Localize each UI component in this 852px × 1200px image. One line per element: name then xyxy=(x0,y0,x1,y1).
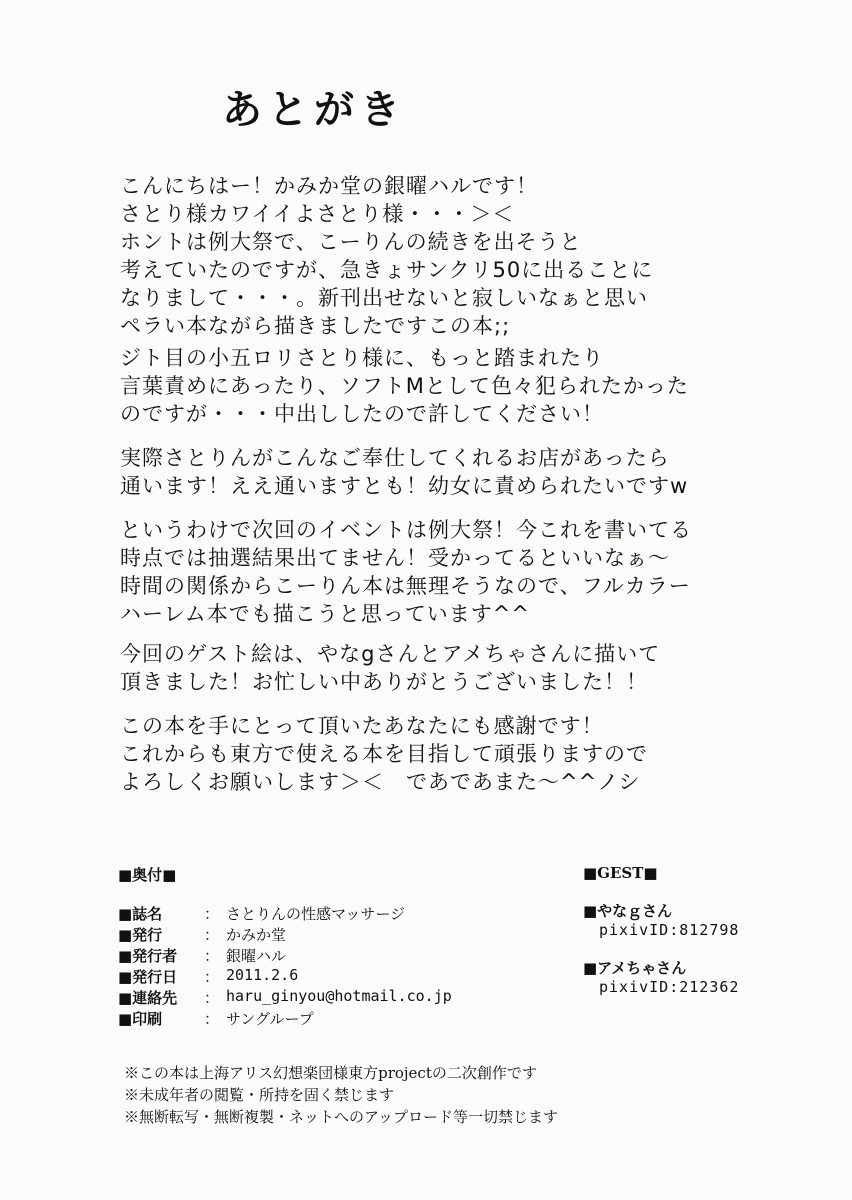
paragraph-satori xyxy=(120,344,689,428)
colophon-key: ■誌名 xyxy=(118,905,163,923)
text-line: 時間の関係からこーりん本は無理そうなので、フルカラー xyxy=(120,574,691,598)
colophon-separator: ： xyxy=(204,968,220,986)
legal-notes xyxy=(124,1062,558,1128)
colophon-separator: ： xyxy=(204,926,220,944)
text-line: これからも東方で使える本を目指して頑張りますので xyxy=(120,742,648,766)
paragraph-thanks xyxy=(120,712,648,796)
contact-email: haru_ginyou@hotmail.co.jp xyxy=(226,987,452,1005)
text-line: というわけで次回のイベントは例大祭！今これを書いてる xyxy=(120,518,692,542)
colophon-value: サングループ xyxy=(226,1010,314,1028)
text-line: なりまして・・・。新刊出せないと寂しいなぁと思い xyxy=(120,286,648,310)
colophon-separator: ： xyxy=(204,947,220,965)
text-line: 時点では抽選結果出てません！受かってるといいなぁ〜 xyxy=(120,546,670,570)
legal-note: ※無断転写・無断複製・ネットへのアップロード等一切禁じます xyxy=(124,1108,558,1126)
text-line: 考えていたのですが、急きょサンクリ50に出ることに xyxy=(120,258,654,282)
text-line: よろしくお願いします＞＜ であであまた〜^^ノシ xyxy=(120,770,641,794)
guest-name: ■やなｇさん xyxy=(583,902,673,920)
paragraph-shop xyxy=(120,444,688,500)
text-line: のですが・・・中出ししたので許してください！ xyxy=(120,402,604,426)
page-title: あとがき xyxy=(222,87,406,133)
colophon-row xyxy=(118,924,452,945)
paragraph-greeting xyxy=(120,172,653,340)
text-line: ジト目の小五ロリさとり様に、もっと踏まれたり xyxy=(120,346,604,370)
guest-name: ■アメちゃさん xyxy=(583,959,687,977)
text-line: ペラい本ながら描きましたですこの本;; xyxy=(120,314,511,338)
colophon-key: ■連絡先 xyxy=(118,989,178,1007)
text-line: こんにちはー！かみか堂の銀曜ハルです！ xyxy=(120,174,538,198)
text-line: 今回のゲスト絵は、やなgさんとアメちゃさんに描いて xyxy=(120,642,661,666)
colophon-value: 2011.2.6 xyxy=(226,966,299,984)
colophon-value: さとりんの性感マッサージ xyxy=(226,905,406,923)
guest-entry xyxy=(583,900,739,939)
text-line: この本を手にとって頂いたあなたにも感謝です！ xyxy=(120,714,604,738)
colophon-row xyxy=(118,903,452,924)
paragraph-next-event xyxy=(120,516,692,628)
text-line: 実際さとりんがこんなご奉仕してくれるお店があったら xyxy=(120,446,670,470)
text-line: 頂きました！お忙しい中ありがとうございました！！ xyxy=(120,670,648,694)
colophon-row xyxy=(118,987,452,1008)
colophon-key: ■発行 xyxy=(118,926,163,944)
colophon-separator: ： xyxy=(204,1010,220,1028)
guest-pixiv-id: pixivID:812798 xyxy=(599,921,740,939)
colophon-separator: ： xyxy=(204,905,220,923)
colophon-row xyxy=(118,945,452,966)
colophon-key: ■発行者 xyxy=(118,947,178,965)
text-line: ホントは例大祭で、こーりんの続きを出そうと xyxy=(120,230,582,254)
colophon-table xyxy=(118,903,452,1029)
guest-credits xyxy=(583,864,739,1014)
colophon-key: ■発行日 xyxy=(118,968,178,986)
colophon-value: かみか堂 xyxy=(226,926,287,944)
colophon-row xyxy=(118,1008,452,1029)
guest-pixiv-id: pixivID:212362 xyxy=(599,978,740,996)
colophon-heading: ■奥付■ xyxy=(118,866,177,884)
text-line: 言葉責めにあったり、ソフトMとして色々犯られたかった xyxy=(120,374,689,398)
legal-note: ※未成年者の閲覧・所持を固く禁じます xyxy=(124,1086,395,1104)
text-line: ハーレム本でも描こうと思っています^^ xyxy=(120,602,530,626)
text-line: 通います！ええ通いますとも！幼女に責められたいですw xyxy=(120,474,689,498)
colophon xyxy=(118,864,452,1029)
colophon-separator: ： xyxy=(204,989,220,1007)
guest-entry xyxy=(583,957,739,996)
legal-note: ※この本は上海アリス幻想楽団様東方projectの二次創作です xyxy=(124,1064,537,1082)
colophon-key: ■印刷 xyxy=(118,1010,163,1028)
colophon-row xyxy=(118,966,452,987)
paragraph-guests xyxy=(120,640,660,696)
text-line: さとり様カワイイよさとり様・・・＞＜ xyxy=(120,202,515,226)
colophon-value: 銀曜ハル xyxy=(226,947,287,965)
guest-heading: ■GEST■ xyxy=(583,864,658,882)
